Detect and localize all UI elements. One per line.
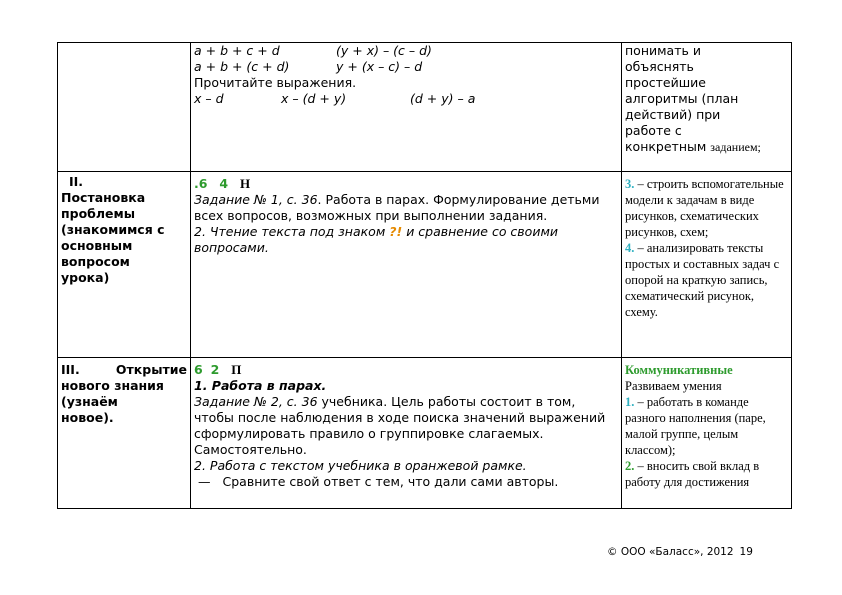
table-row — [58, 172, 792, 358]
expression-line: x – d x – (d + y) (d + y) – a — [194, 91, 476, 106]
skill-item: 4. – анализировать тексты простых и составных задач с опорой на краткую запись, схематический рисунок, схему. — [625, 241, 780, 319]
activity-cell — [191, 43, 622, 172]
skill-line: понимать и — [625, 43, 701, 58]
skills-subtitle: Развиваем умения — [625, 379, 722, 393]
stage-cell — [58, 43, 191, 172]
skill-item: 2. – вносить свой вклад в работу для достижения — [625, 459, 760, 489]
skills-title: Коммуникативные — [625, 363, 733, 377]
page-number: 19 — [739, 546, 753, 558]
orange-frame-task: 2. Работа с текстом учебника в оранжевой рамке. — [194, 458, 527, 473]
stage-cell: III. Открытие нового знания (узнаём новое). — [58, 358, 191, 509]
skill-line: объяснять — [625, 59, 694, 74]
expression-line: a + b + (c + d) y + (x – c) – d — [194, 59, 423, 74]
task-paragraph: Задание № 2, с. 36 учебника. Цель работы состоит в том, чтобы после наблюдения в ходе поиска значений выражений сформулировать правило о группировке слагаемых. Самостоятельно. — [194, 394, 606, 457]
skills-cell — [622, 172, 792, 358]
skill-line: работе с — [625, 123, 682, 138]
skill-line: конкретным заданием; — [625, 139, 761, 154]
activity-cell — [191, 172, 622, 358]
stage-cell: II. Постановка проблемы (знакомимся с основным вопросом урока) — [58, 172, 191, 358]
copyright-text: © ООО «Баласс», 2012 — [607, 546, 734, 558]
task-paragraph: Задание № 1, с. 36. Работа в парах. Формулирование детьми всех вопросов, возможных при выполнении задания. — [194, 192, 600, 223]
instruction-text: Прочитайте выражения. — [194, 75, 357, 90]
skill-line: простейшие — [625, 75, 706, 90]
activity-marker: 6 2 П — [194, 362, 242, 377]
compare-task: — Сравните свой ответ с тем, что дали сами авторы. — [198, 474, 559, 489]
work-title: 1. Работа в парах. — [194, 378, 327, 393]
activity-cell — [191, 358, 622, 509]
skill-line: действий) при — [625, 107, 721, 122]
skill-item: 3. – строить вспомогательные модели к задачам в виде рисунков, схематических рисунков, схем; — [625, 177, 784, 239]
skill-item: 1. – работать в команде разного наполнения (паре, малой группе, целым классом); — [625, 395, 766, 457]
expression-line: a + b + c + d (y + x) – (c – d) — [194, 43, 432, 58]
activity-marker: .6 4 Н — [194, 176, 251, 191]
skills-cell — [622, 358, 792, 509]
page-footer — [607, 546, 753, 558]
lesson-table — [57, 42, 792, 509]
reading-task: 2. Чтение текста под знаком ?! и сравнение со своими вопросами. — [194, 224, 559, 255]
table-row — [58, 43, 792, 172]
table-row — [58, 358, 792, 509]
skills-cell — [622, 43, 792, 172]
question-sign-icon: ?! — [389, 224, 403, 239]
skill-line: алгоритмы (план — [625, 91, 739, 106]
